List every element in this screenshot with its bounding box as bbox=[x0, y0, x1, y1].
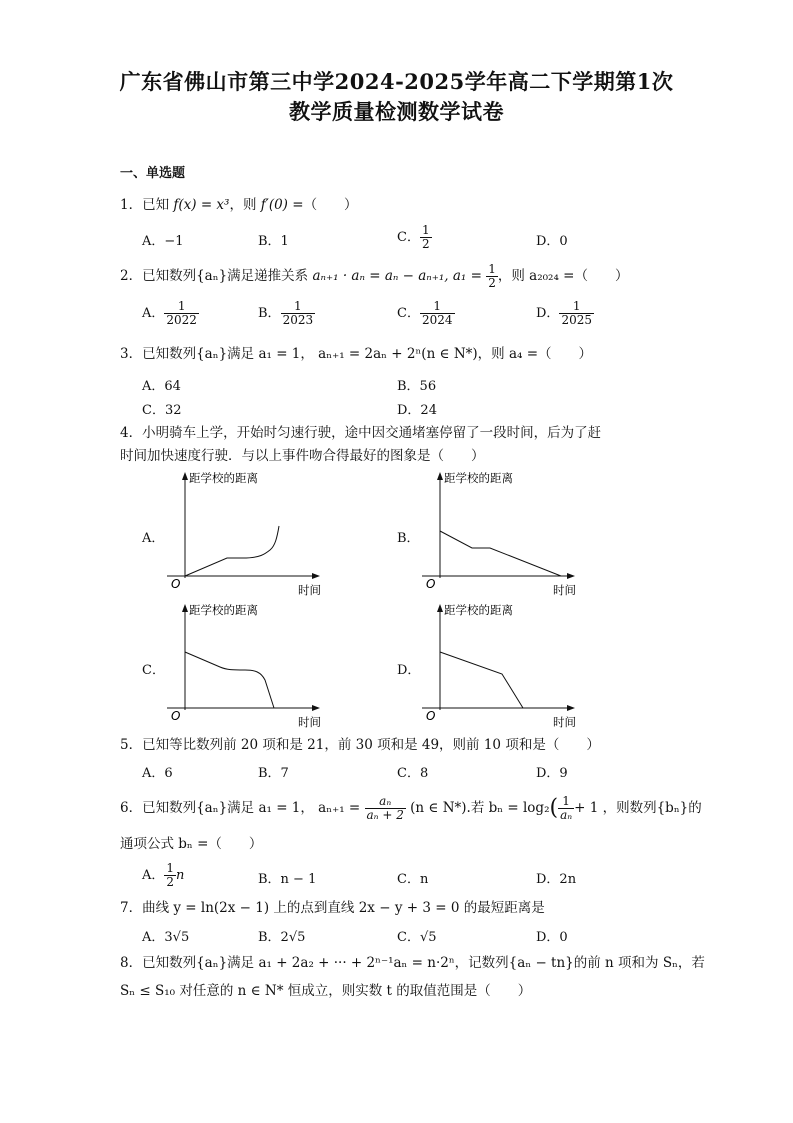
option-d: D．0 bbox=[536, 930, 568, 945]
graph-b bbox=[420, 468, 580, 598]
option-b: B．1 bbox=[258, 234, 289, 249]
fraction bbox=[281, 300, 316, 327]
option-letter: C． bbox=[397, 306, 420, 321]
x-axis-label: 时间 bbox=[553, 583, 576, 597]
graph-a bbox=[165, 468, 325, 598]
numerator: 1 bbox=[281, 300, 316, 314]
numerator: 1 bbox=[421, 223, 430, 237]
graph-option-d-label: D． bbox=[397, 663, 421, 678]
question-text: 曲线 y = ln(2x − 1) 上的点到直线 2x − y + 3 = 0 的最短距离是 bbox=[142, 900, 545, 916]
question-2 bbox=[120, 263, 628, 290]
question-text: 已知数列{aₙ}满足 a₁ = 1， aₙ₊₁ = bbox=[142, 800, 361, 816]
option-letter: B． bbox=[258, 306, 281, 321]
question-4-line1 bbox=[120, 423, 601, 443]
question-text: 已知数列{aₙ}满足 a₁ + 2a₂ + ··· + 2ⁿ⁻¹aₙ = n·2ⁿ，记数列{aₙ − tn}的前 n 项和为 Sₙ，若 bbox=[142, 955, 705, 971]
y-axis-arrow bbox=[182, 472, 188, 480]
option-c: C．√5 bbox=[397, 930, 437, 945]
option-b bbox=[258, 300, 315, 327]
graph-curve bbox=[440, 531, 561, 576]
question-7 bbox=[120, 898, 545, 918]
fraction bbox=[486, 263, 498, 290]
question-text: 已知 bbox=[142, 197, 170, 213]
y-axis-arrow bbox=[182, 604, 188, 612]
denominator: 2022 bbox=[166, 313, 197, 327]
option-d bbox=[536, 300, 594, 327]
graph-c bbox=[165, 600, 325, 730]
numerator: aₙ bbox=[365, 795, 406, 809]
numerator: 1 bbox=[164, 300, 199, 314]
option-d: D．0 bbox=[536, 234, 568, 249]
question-6-line2: 通项公式 bₙ =（ ） bbox=[120, 836, 263, 852]
denominator: aₙ bbox=[560, 808, 573, 822]
option-letter: A． bbox=[142, 868, 165, 883]
math-expression: aₙ₊₁ · aₙ = aₙ − aₙ₊₁, a₁ = bbox=[312, 268, 482, 284]
question-number: 1． bbox=[120, 197, 143, 213]
option-letter: D． bbox=[536, 306, 560, 321]
fraction bbox=[558, 795, 574, 822]
option-c: C．32 bbox=[142, 403, 182, 418]
denominator: 2023 bbox=[282, 313, 314, 327]
x-axis-label: 时间 bbox=[553, 715, 576, 729]
option-d: D．9 bbox=[536, 766, 568, 781]
question-6-line1 bbox=[120, 795, 702, 822]
question-text: 已知数列{aₙ}满足 a₁ = 1， aₙ₊₁ = 2aₙ + 2ⁿ(n ∈ N*)，则 a₄ =（ ） bbox=[142, 346, 593, 362]
math-expression: f′(0) = bbox=[260, 197, 304, 213]
question-number: 4． bbox=[120, 425, 143, 441]
question-4-line2: 时间加快速度行驶．与以上事件吻合得最好的图象是（ ） bbox=[120, 448, 485, 464]
question-8-line2: Sₙ ≤ S₁₀ 对任意的 n ∈ N* 恒成立，则实数 t 的取值范围是（ ） bbox=[120, 983, 532, 999]
option-a bbox=[142, 862, 184, 889]
fraction bbox=[559, 300, 594, 327]
exam-title-line1: 广东省佛山市第三中学2024-2025学年高二下学期第1次 bbox=[119, 69, 674, 94]
denominator: 2 bbox=[421, 237, 430, 251]
option-b: B．7 bbox=[258, 766, 289, 781]
fraction bbox=[164, 862, 176, 889]
option-a: A．−1 bbox=[142, 234, 184, 249]
x-axis-arrow bbox=[312, 573, 320, 579]
option-b: B．n − 1 bbox=[258, 872, 317, 887]
denominator: 2025 bbox=[561, 313, 592, 327]
graph-curve bbox=[185, 652, 274, 708]
answer-parentheses: （ ） bbox=[303, 197, 358, 213]
option-letter: A． bbox=[142, 306, 165, 321]
exam-title-line2: 教学质量检测数学试卷 bbox=[289, 99, 504, 124]
question-number: 2． bbox=[120, 268, 143, 284]
option-a: A．3√5 bbox=[142, 930, 190, 945]
y-axis-arrow bbox=[437, 472, 443, 480]
fraction bbox=[420, 300, 455, 327]
option-d: D．2n bbox=[536, 872, 577, 887]
option-a bbox=[142, 300, 199, 327]
graph-curve bbox=[185, 526, 279, 576]
origin-label: O bbox=[426, 709, 436, 723]
option-b: B．56 bbox=[397, 379, 437, 394]
section-heading: 一、单选题 bbox=[120, 166, 186, 181]
x-axis-arrow bbox=[567, 573, 575, 579]
question-text: 已知等比数列前 20 项和是 21，前 30 项和是 49，则前 10 项和是（ ） bbox=[142, 737, 600, 753]
question-number: 6． bbox=[120, 800, 143, 816]
graph-option-b-label: B． bbox=[397, 531, 420, 546]
option-tail: n bbox=[176, 868, 185, 883]
denominator: 2 bbox=[488, 276, 496, 290]
question-3 bbox=[120, 344, 592, 364]
origin-label: O bbox=[171, 577, 181, 591]
origin-label: O bbox=[171, 709, 181, 723]
graph-curve bbox=[440, 652, 523, 708]
numerator: 1 bbox=[558, 795, 574, 809]
graph-option-a-label: A． bbox=[142, 531, 165, 546]
y-axis-arrow bbox=[437, 604, 443, 612]
question-number: 8． bbox=[120, 955, 143, 971]
option-c bbox=[397, 300, 455, 327]
x-axis-arrow bbox=[567, 705, 575, 711]
option-c: C．n bbox=[397, 872, 429, 887]
y-axis-label: 距学校的距离 bbox=[444, 471, 513, 485]
numerator: 1 bbox=[166, 861, 175, 875]
question-text: ，则 bbox=[229, 197, 257, 213]
option-letter: C． bbox=[397, 230, 420, 245]
fraction bbox=[365, 795, 406, 822]
question-5 bbox=[120, 735, 600, 755]
x-axis-label: 时间 bbox=[298, 583, 321, 597]
x-axis-arrow bbox=[312, 705, 320, 711]
question-8-line1 bbox=[120, 953, 705, 973]
question-number: 3． bbox=[120, 346, 143, 362]
question-text: 已知数列{aₙ}满足递推关系 bbox=[142, 268, 309, 284]
graph-d bbox=[420, 600, 580, 730]
y-axis-label: 距学校的距离 bbox=[189, 603, 258, 617]
question-1 bbox=[120, 195, 358, 215]
option-c bbox=[397, 224, 432, 251]
option-c: C．8 bbox=[397, 766, 429, 781]
question-text: + 1 ，则数列{bₙ}的 bbox=[574, 800, 702, 816]
question-text: (n ∈ N*).若 bₙ = log₂ bbox=[410, 800, 550, 816]
question-number: 5． bbox=[120, 737, 143, 753]
question-text: ，则 a₂₀₂₄ =（ ） bbox=[497, 268, 629, 284]
origin-label: O bbox=[426, 577, 436, 591]
fraction bbox=[164, 300, 199, 327]
denominator: 2024 bbox=[421, 313, 453, 327]
denominator: 2 bbox=[166, 875, 175, 889]
numerator: 1 bbox=[488, 262, 496, 276]
left-paren: ( bbox=[549, 795, 559, 821]
numerator: 1 bbox=[559, 300, 594, 314]
denominator: aₙ + 2 bbox=[366, 808, 404, 822]
question-number: 7． bbox=[120, 900, 143, 916]
x-axis-label: 时间 bbox=[298, 715, 321, 729]
option-b: B．2√5 bbox=[258, 930, 306, 945]
option-d: D．24 bbox=[397, 403, 437, 418]
fraction bbox=[420, 224, 432, 251]
graph-option-c-label: C． bbox=[142, 663, 165, 678]
y-axis-label: 距学校的距离 bbox=[444, 603, 513, 617]
numerator: 1 bbox=[420, 300, 455, 314]
option-a: A．64 bbox=[142, 379, 181, 394]
y-axis-label: 距学校的距离 bbox=[189, 471, 258, 485]
option-a: A．6 bbox=[142, 766, 173, 781]
math-expression: f(x) = x³ bbox=[173, 197, 230, 213]
question-text: 小明骑车上学，开始时匀速行驶，途中因交通堵塞停留了一段时间，后为了赶 bbox=[142, 425, 602, 441]
